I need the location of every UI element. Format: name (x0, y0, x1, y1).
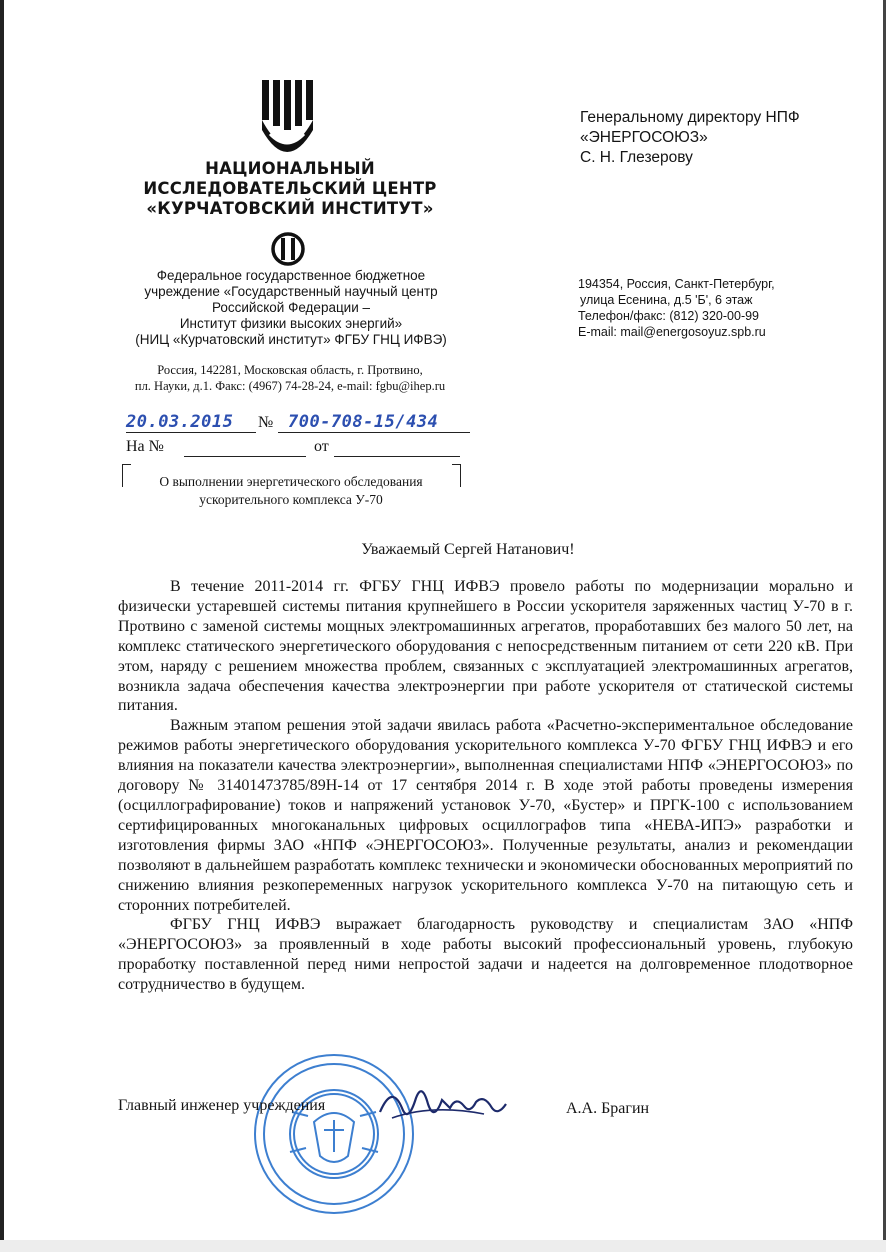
subject (132, 473, 450, 509)
ihep-logo-icon (270, 232, 306, 266)
letter-body (118, 577, 853, 995)
recipient-address-line: Телефон/факс: (812) 320-00-99 (578, 309, 760, 323)
subject-bracket-right (452, 464, 461, 487)
paragraph: В течение 2011-2014 гг. ФГБУ ГНЦ ИФВЭ провело работы по модернизации морально и физически устаревшей системы питания крупнейшего в России ускорителя заряженных частиц У-70 в г. Протвино с заменой системы мощных электромашинных агрегатов, проработавших без малого 50 лет, на комплекс статического энергетического оборудования с непосредственным питанием от сети 220 кВ. При этом, наряду с решением множества проблем, связанных с эксплуатацией электромашинных агрегатов, возникла задача обеспечения качества электроэнергии при работе ускорителя от статической системы питания. (118, 578, 853, 715)
handwritten-date: 20.03.2015 (126, 412, 234, 432)
institution-address (110, 362, 470, 394)
address-line: Россия, 142281, Московская область, г. Протвино, (157, 363, 423, 377)
reply-date-line (334, 456, 460, 457)
recipient-block (580, 108, 870, 168)
signatory-name: А.А. Брагин (566, 1100, 650, 1117)
recipient-address-line: улица Есенина, д.5 'Б', 6 этаж (580, 293, 753, 307)
handwritten-number: 700-708-15/434 (288, 412, 439, 432)
number-sign: № (258, 414, 274, 431)
recipient-line: Генеральному директору НПФ (580, 109, 800, 126)
subject-line: ускорительного комплекса У-70 (199, 492, 383, 507)
org-title-line: ИССЛЕДОВАТЕЛЬСКИЙ ЦЕНТР (143, 179, 437, 198)
paragraph: ФГБУ ГНЦ ИФВЭ выражает благодарность руководству и специалистам ЗАО «НПФ «ЭНЕРГОСОЮЗ» за проявленный в ходе работы высокий профессиональный уровень, глубокую проработку поставленной перед ними непростой задачи и надеется на долговременное плодотворное сотрудничество в будущем. (118, 916, 853, 994)
address-line: пл. Науки, д.1. Факс: (4967) 74-28-24, e-mail: fgbu@ihep.ru (134, 379, 446, 393)
date-underline (126, 432, 256, 433)
page-left-edge (0, 0, 4, 1240)
from-label: от (314, 438, 329, 455)
recipient-line: С. Н. Глезерову (580, 149, 693, 166)
institution-name (105, 268, 477, 348)
institution-line: Институт физики высоких энергий» (179, 316, 403, 331)
recipient-address (578, 276, 878, 340)
recipient-address-line: 194354, Россия, Санкт-Петербург, (578, 277, 775, 291)
scan-bottom-strip (0, 1240, 886, 1252)
reply-label: На № (126, 438, 164, 455)
number-underline (278, 432, 470, 433)
institution-line: (НИЦ «Курчатовский институт» ФГБУ ГНЦ ИФВЭ) (135, 332, 447, 347)
org-title-line: «КУРЧАТОВСКИЙ ИНСТИТУТ» (146, 199, 434, 218)
reply-number-line (184, 456, 306, 457)
recipient-address-line: E-mail: mail@energosoyuz.spb.ru (578, 325, 766, 339)
recipient-line: «ЭНЕРГОСОЮЗ» (580, 129, 708, 146)
handwritten-signature (372, 1074, 512, 1144)
institution-line: Федеральное государственное бюджетное (156, 268, 426, 283)
subject-line: О выполнении энергетического обследования (159, 474, 423, 489)
salutation: Уважаемый Сергей Натанович! (361, 541, 575, 558)
institution-line: Российской Федерации – (211, 300, 371, 315)
paragraph: Важным этапом решения этой задачи явилась работа «Расчетно-экспериментальное обследование режимов работы энергетического оборудования ускорительного комплекса У-70 ФГБУ ГНЦ ИФВЭ и его влияния на показатели качества электроэнергии», выполненная специалистами НПФ «ЭНЕРГОСОЮЗ» по договору № 31401473785/89Н-14 от 17 сентября 2014 г. В ходе этой работы проведены измерения (осциллографирование) токов и напряжений установок У-70, «Бустер» и ПРГК-100 с использованием сертифицированных многоканальных цифровых осциллографов типа «НЕВА-ИПЭ» разработки и изготовления фирмы ЗАО «НПФ «ЭНЕРГОСОЮЗ». Полученные результаты, анализ и рекомендации позволяют в дальнейшем разработать комплекс технически и экономически обоснованных мероприятий по снижению влияния резкопеременных нагрузок ускорительного комплекса У-70 на питающую сеть и сторонних потребителей. (118, 717, 853, 914)
institution-line: учреждение «Государственный научный центр (144, 284, 438, 299)
subject-bracket-left (122, 464, 131, 487)
org-title (140, 159, 440, 219)
kurchatov-logo-icon (258, 78, 316, 162)
org-title-line: НАЦИОНАЛЬНЫЙ (205, 159, 375, 178)
signatory-role: Главный инженер учреждения (118, 1097, 326, 1114)
